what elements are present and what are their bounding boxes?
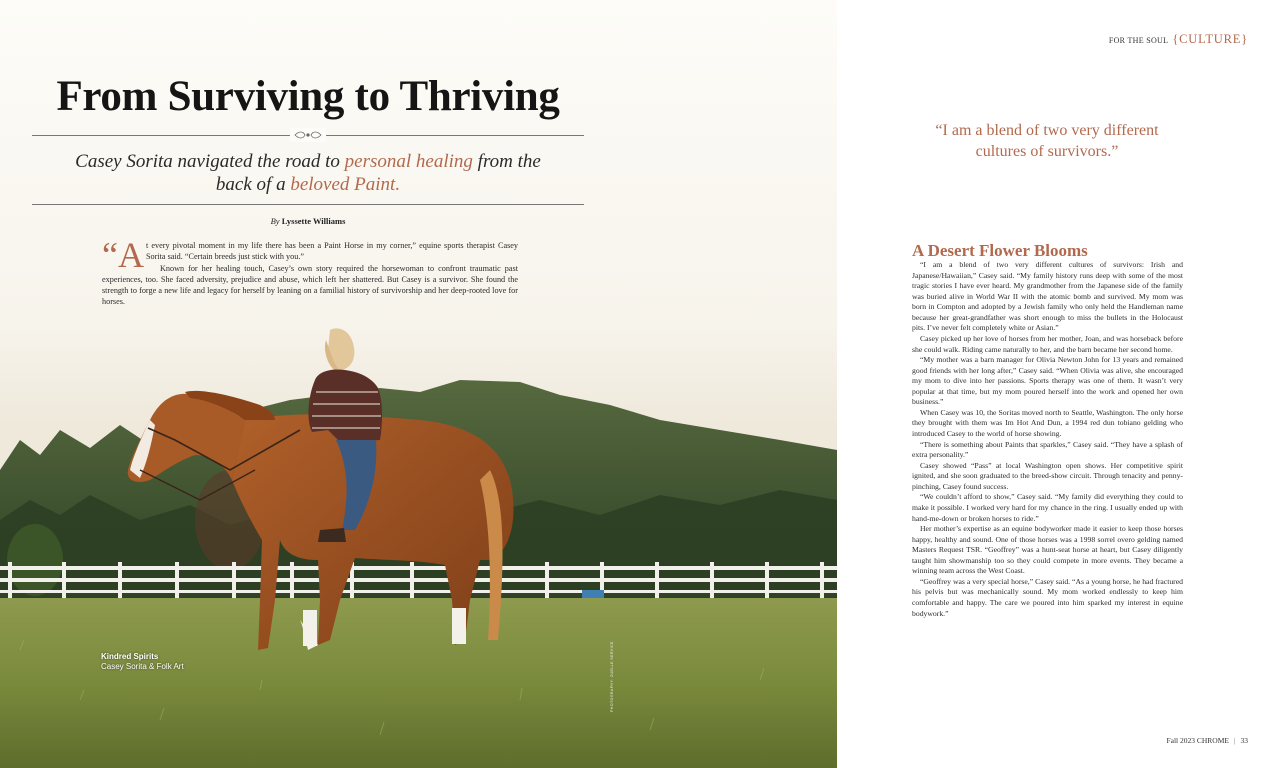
body-text — [912, 260, 1183, 619]
paragraph: “Geoffrey was a very special horse,” Casey said. “As a young horse, he had fractured his pelvis but was mechanically sound. My mom worked endlessly to keep him comfortable and happy. The care we poured into him sparked my interest in equine bodywork.” — [912, 576, 1183, 618]
paragraph: Casey picked up her love of horses from her mother, Joan, and was horseback before she could walk. Riding came naturally to her, and the barn became her second home. — [912, 333, 1183, 354]
paragraph: Casey showed “Pass” at local Washington open shows. Her competitive spirit ignited, and she soon graduated to the breed-show circuit. Through tenacity and penny-pinching, Casey found success. — [912, 460, 1183, 491]
section-tag: FOR THE SOUL {CULTURE} — [1108, 32, 1248, 46]
paragraph: “I am a blend of two very different cultures of survivors: Irish and Japanese/Hawaiian,” Casey said. “My family history runs deep with some of the most tragic stories I have ever heard. My grandmother from the Japanese side of the family was buried alive in World War II with the atomic bomb and survived. My mom was born in Compton and adopted by a Jewish family who only held the Handleman name because her great-grandfather was short enough to miss the bullets in the Holocaust pits. I’ve never felt completely white or Asian.” — [912, 260, 1183, 333]
paragraph: When Casey was 10, the Soritas moved north to Seattle, Washington. The only horse they brought with them was Im Hot And Dun, a 1994 red dun tobiano gelding who introduced Casey to the world of horse showing. — [912, 407, 1183, 438]
photo-caption: Kindred Spirits Casey Sorita & Folk Art — [101, 652, 184, 671]
photo-credit: PHOTOGRAPHY: ZUELLE SERVICE — [610, 641, 614, 712]
section-subhead: A Desert Flower Blooms — [912, 241, 1088, 260]
paragraph: Her mother’s expertise as an equine bodyworker made it easier to keep those horses happy, healthy and sound. One of those horses was a 1998 sorrel overo gelding named Masters Request TSR. “Geoffrey” was a hunt-seat horse at heart, but Casey diligently taught him showmanship too so they could compete in more events. They became a winning team across the West Coast. — [912, 524, 1183, 576]
page-number: 33 — [1240, 736, 1248, 745]
section-name: {CULTURE} — [1172, 32, 1248, 46]
paragraph: “There is something about Paints that sparkles,” Casey said. “They have a splash of extra personality.” — [912, 439, 1183, 460]
divider-ornament-icon — [290, 128, 326, 142]
pull-quote: “I am a blend of two very different cultures of survivors.” — [935, 122, 1159, 160]
deck-accent: beloved Paint. — [290, 174, 401, 195]
paragraph: “We couldn’t afford to show,” Casey said. “My family did everything they could to make it possible. I worked very hard for my chance in the ring. I usually ended up with hand-me-down or broken horses to ride.” — [912, 492, 1183, 523]
issue-label: Fall 2023 CHROME — [1166, 736, 1229, 745]
page-folio: Fall 2023 CHROME | 33 — [1166, 736, 1248, 745]
intro-text: “At every pivotal moment in my life there has been a Paint Horse in my corner,” equine sports therapist Casey Sorita said. “Certain breeds just stick with you.” Known for her healing touch, Casey’s own story required the horsewoman to confront traumatic past experiences, too. She faced adversity, prejudice and abuse, which left her shattered. But Casey is a survivor. She found the strength to forge a new life and legacy for herself by leaning on a familial history of survivorship and her deep-rooted love for horses. — [102, 235, 518, 307]
deck-accent: personal healing — [344, 151, 473, 172]
article-deck: Casey Sorita navigated the road to personal healing from the back of a beloved Paint. — [75, 151, 541, 195]
drop-cap: “A — [102, 235, 144, 275]
title-block — [0, 0, 837, 330]
byline: By Lyssette Williams — [270, 216, 346, 226]
article-title: From Surviving to Thriving — [56, 73, 560, 120]
paragraph: “My mother was a barn manager for Olivia Newton John for 13 years and remained good friends with her long after,” Casey said. “When Olivia was alive, she encouraged my mom to dive into her passions. Sports therapy was one of them. It wasn’t very popular at that time, but my mom poured herself into the work and opened her own business.” — [912, 355, 1183, 407]
deck-divider — [32, 204, 584, 205]
author-name: Lyssette Williams — [281, 216, 346, 226]
right-page — [837, 0, 1280, 768]
